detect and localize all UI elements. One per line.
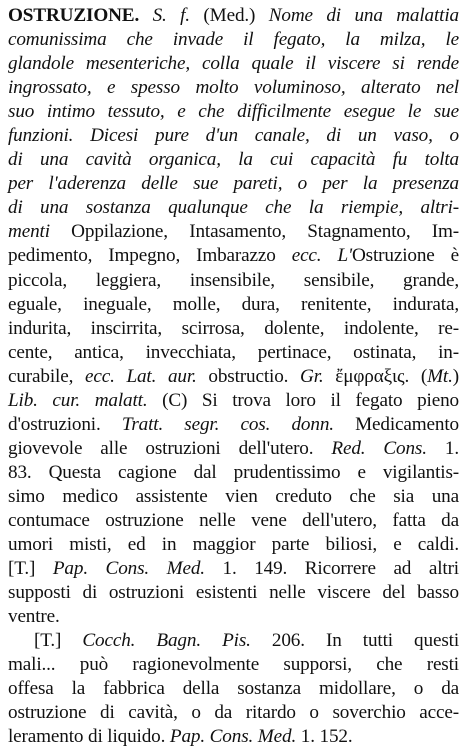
- text-line: [8, 557, 459, 581]
- text-segment: S. f.: [152, 5, 190, 26]
- text-line: [8, 581, 459, 605]
- dictionary-entry-ostruzione: [8, 4, 459, 749]
- text-line: [8, 76, 459, 100]
- text-segment: Mt.: [427, 365, 453, 387]
- text-segment: ventre.: [8, 606, 60, 628]
- text-segment: 83. Questa cagione dal prudentissimo e vigilantis-: [8, 461, 459, 483]
- text-line: [8, 100, 459, 124]
- text-segment: ecc. Lat. aur.: [84, 365, 197, 387]
- text-segment: ingrossato, e spesso molto voluminoso, alterato nel: [8, 77, 459, 99]
- text-segment: leramento di liquido.: [8, 726, 170, 748]
- text-segment: piccola, leggiera, insensibile, sensibile, grande,: [8, 269, 459, 291]
- text-segment: Pap. Cons. Med.: [169, 726, 297, 748]
- text-line: [8, 461, 459, 485]
- text-line: [8, 677, 459, 701]
- text-line: [8, 28, 459, 52]
- text-line: [8, 341, 459, 365]
- text-line: [8, 196, 459, 220]
- text-segment: eguale, ineguale, molle, dura, renitente, indurata,: [8, 293, 459, 315]
- text-line: [8, 389, 459, 413]
- text-segment: funzioni. Dicesi pure d'un canale, di un vaso, o: [8, 125, 459, 147]
- text-line: [8, 220, 459, 244]
- text-line: [8, 437, 459, 461]
- text-segment: [T.]: [8, 558, 53, 580]
- text-segment: 1. 152.: [296, 726, 353, 748]
- text-segment: ): [452, 365, 459, 387]
- text-line: [8, 244, 459, 268]
- text-line: [8, 533, 459, 557]
- text-segment: di una cavità organica, la cui capacità fu tolta: [8, 149, 459, 171]
- text-segment: obstructio.: [196, 365, 301, 387]
- text-segment: Lib. cur. malatt.: [8, 389, 148, 411]
- text-segment: (Med.): [189, 5, 269, 26]
- text-line: [8, 725, 459, 749]
- text-segment: pedimento, Impegno, Imbarazzo: [8, 245, 292, 267]
- text-segment: giovevole alle ostruzioni dell'utero.: [8, 437, 332, 459]
- text-segment: supposti di ostruzioni esistenti nelle viscere del basso: [8, 582, 459, 604]
- text-segment: simo medico assistente vien creduto che sia una: [8, 485, 459, 507]
- text-segment: indurita, inscirrita, scirrosa, dolente, indolente, re-: [8, 317, 459, 339]
- text-line: [8, 509, 459, 533]
- text-segment: cente, antica, invecchiata, pertinace, ostinata, in-: [8, 341, 459, 363]
- text-segment: di una sostanza qualunque che la riempie, altri-: [8, 197, 459, 219]
- text-segment: [139, 5, 152, 26]
- text-segment: Nome di una malattia: [268, 5, 459, 26]
- text-line: [8, 269, 459, 293]
- text-segment: 1.: [426, 437, 459, 459]
- text-segment: Oppilazione, Intasamento, Stagnamento, Im-: [49, 221, 459, 243]
- text-segment: ἔμφραξις. (: [323, 365, 428, 387]
- text-segment: 206. In tutti questi: [250, 630, 459, 652]
- text-line: [8, 148, 459, 172]
- text-segment: ostruzione di cavità, o da ritardo o soverchio acce-: [8, 702, 459, 724]
- text-segment: curabile,: [8, 365, 85, 387]
- text-segment: Red. Cons.: [331, 437, 427, 459]
- text-segment: Medicamento: [333, 413, 459, 435]
- text-line: [8, 485, 459, 509]
- text-line: [8, 317, 459, 341]
- text-line: [8, 172, 459, 196]
- text-segment: Pap. Cons. Med.: [52, 558, 205, 580]
- headword: OSTRUZIONE.: [8, 5, 140, 26]
- text-segment: mali... può ragionevolmente supporsi, che resti: [8, 654, 459, 676]
- text-line: [8, 124, 459, 148]
- text-segment: offesa la fabbrica della sostanza midollare, o da: [8, 678, 459, 700]
- text-line: [8, 4, 459, 28]
- text-segment: d'ostruzioni.: [8, 413, 122, 435]
- text-line: [8, 653, 459, 677]
- text-line: [8, 605, 459, 629]
- text-line: [8, 413, 459, 437]
- text-segment: per l'aderenza delle sue pareti, o per la presenza: [8, 173, 459, 195]
- text-segment: contumace ostruzione nelle vene dell'utero, fatta da: [8, 509, 459, 531]
- text-segment: [T.]: [34, 630, 83, 652]
- text-line: [8, 293, 459, 317]
- text-segment: comunissima che invade il fegato, la milza, le: [8, 29, 459, 51]
- text-line: [8, 701, 459, 725]
- text-line: [8, 365, 459, 389]
- text-segment: Gr.: [300, 365, 324, 387]
- text-line: [8, 52, 459, 76]
- text-segment: ecc. L': [291, 245, 352, 267]
- text-segment: (C) Si trova loro il fegato pieno: [147, 389, 459, 411]
- text-segment: umori misti, ed in maggior parte biliosi, e caldi.: [8, 534, 459, 556]
- text-segment: Cocch. Bagn. Pis.: [82, 630, 251, 652]
- text-segment: glandole mesenteriche, colla quale il viscere si rende: [8, 53, 459, 75]
- text-segment: Ostruzione è: [351, 245, 459, 267]
- text-line: [8, 629, 459, 653]
- text-segment: 1. 149. Ricorrere ad altri: [204, 558, 459, 580]
- text-segment: Tratt. segr. cos. donn.: [121, 413, 334, 435]
- text-segment: menti: [8, 221, 50, 243]
- text-segment: suo intimo tessuto, e che difficilmente esegue le sue: [8, 101, 459, 123]
